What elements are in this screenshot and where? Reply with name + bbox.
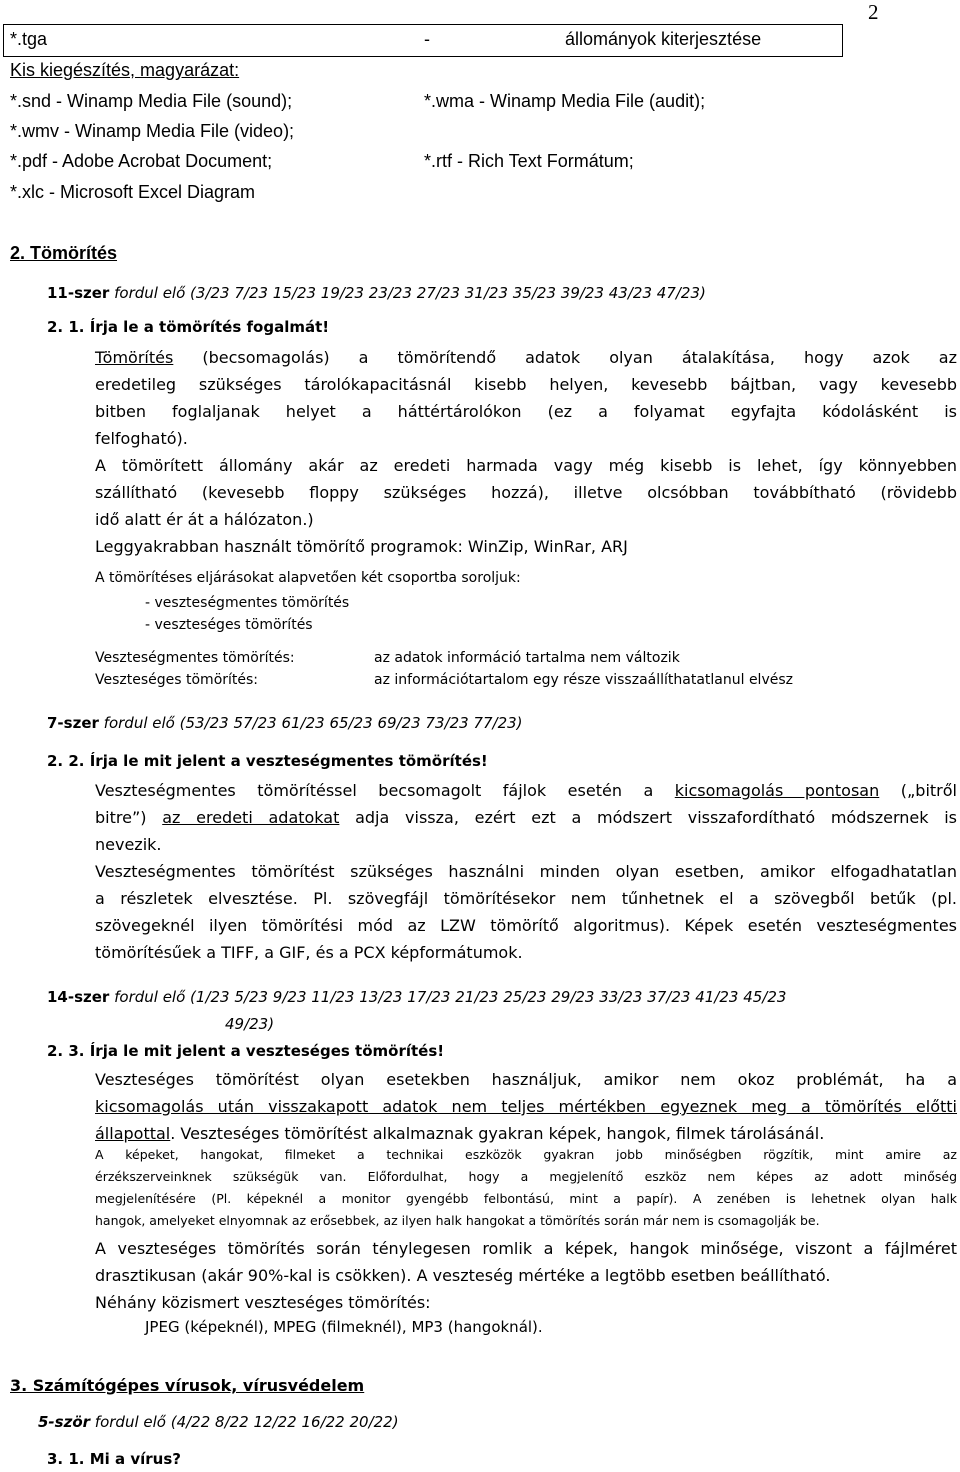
group-lossy: - veszteséges tömörítés (145, 617, 313, 633)
supplement-row-4-left: *.xlc - Microsoft Excel Diagram (10, 182, 256, 202)
section-3-title: 3. Számítógépes vírusok, vírusvédelem (10, 1376, 365, 1395)
paragraph-line: Leggyakrabban használt tömörítő programok: WinZip, WinRar, ARJ (95, 537, 628, 556)
paragraph-line: tömörítésűek a TIFF, a GIF, és a PCX képformátumok. (95, 943, 523, 962)
paragraph-line: hangok, amelyeket elnyomnak az erősebbek, az ilyen halk hangokat a tömörítés során már nem is csomagolják be. (95, 1213, 820, 1228)
group-lossless: - veszteségmentes tömörítés (145, 595, 350, 611)
paragraph-line: Néhány közismert veszteséges tömörítés: (95, 1293, 431, 1312)
frequency-line-2 (47, 714, 523, 732)
paragraph-line: drasztikusan (akár 90%-kal is csökken). A veszteség mértéke a legtöbb esetben beállítható. (95, 1266, 831, 1285)
paragraph-line: érzékszerveinknek szükségük van. Előfordulhat, hogy a megjelenítő eszköz nem képes az adott minőség (95, 1169, 957, 1184)
frequency-line-3 (47, 988, 786, 1006)
frequency-line-3-continued: 49/23) (225, 1015, 275, 1033)
paragraph-line: idő alatt ér át a hálózaton.) (95, 510, 314, 529)
underlined-phrase: állapottal (95, 1124, 171, 1143)
supplement-row-1-right: *.wma - Winamp Media File (audit); (424, 91, 706, 111)
frequency-count: 14-szer (47, 988, 110, 1006)
ext-header-right: állományok kiterjesztése (565, 29, 762, 49)
frequency-text: fordul elő (53/23 57/23 61/23 65/23 69/23 73/23 77/23) (98, 714, 523, 732)
paragraph-line: kicsomagolás után visszakapott adatok nem teljes mértékben egyeznek meg a tömörítés előtti (95, 1097, 957, 1116)
question-2-2-title: 2. 2. Írja le mit jelent a veszteségmentes tömörítés! (47, 752, 488, 770)
paragraph-line: nevezik. (95, 835, 162, 854)
supplement-row-2-left: *.wmv - Winamp Media File (video); (10, 121, 295, 141)
underlined-phrase: az eredeti adatokat (162, 808, 340, 827)
paragraph-lossy (95, 1066, 957, 1147)
frequency-count: 7-szer (47, 714, 99, 732)
question-2-1-title: 2. 1. Írja le a tömörítés fogalmát! (47, 318, 330, 336)
paragraph-lossy-quality (95, 1235, 957, 1316)
definition-lossless-text: az adatok információ tartalma nem változik (374, 650, 680, 666)
definition-lossy-label: Veszteséges tömörítés: (95, 672, 259, 688)
definition-lossless-label: Veszteségmentes tömörítés: (95, 650, 295, 666)
paragraph-line: A képeket, hangokat, filmeket a technikai eszközök gyakran jobb minőségben rögzítik, mint amire az (95, 1147, 957, 1162)
lossy-formats-list: JPEG (képeknél), MPEG (filmeknél), MP3 (hangoknál). (145, 1318, 543, 1336)
ext-header-left: *.tga (10, 29, 48, 49)
frequency-text: fordul elő (3/23 7/23 15/23 19/23 23/23 27/23 31/23 35/23 39/23 43/23 47/23) (109, 284, 706, 302)
definition-lossy-text: az információtartalom egy része visszaállíthatatlanul elvész (374, 672, 793, 688)
paragraph-line: megjelenítésére (Pl. képeknél a monitor gyengébb felbontású, mint a papír). A zenében is lehetnek olyan halk (95, 1191, 957, 1206)
supplement-row-3-right: *.rtf - Rich Text Formátum; (424, 151, 634, 171)
frequency-count: 11-szer (47, 284, 110, 302)
frequency-count: 5-ször (38, 1413, 91, 1431)
ext-header-dash: - (424, 29, 430, 49)
frequency-text: fordul elő (1/23 5/23 9/23 11/23 13/23 17/23 21/23 25/23 29/23 33/23 37/23 41/23 45/23 (109, 988, 787, 1006)
paragraph-line: szállítható (kevesebb floppy szükséges hozzá), illetve olcsóbban továbbítható (rövidebb (95, 483, 957, 502)
paragraph-line: A tömörített állomány akár az eredeti harmada vagy még kisebb is lehet, így könnyebben (95, 456, 957, 475)
paragraph-line: Veszteségmentes tömörítést szükséges használni minden olyan esetben, amikor elfogadhatatlan (95, 862, 957, 881)
supplement-heading: Kis kiegészítés, magyarázat: (10, 60, 240, 80)
question-2-3-title: 2. 3. Írja le mit jelent a veszteséges tömörítés! (47, 1042, 445, 1060)
supplement-row-3-left: *.pdf - Adobe Acrobat Document; (10, 151, 273, 171)
paragraph-line: állapottal. Veszteséges tömörítést alkalmaznak gyakran képek, hangok, filmek tárolásánál. (95, 1124, 825, 1143)
section-2-title: 2. Tömörítés (10, 243, 118, 263)
question-3-1-title: 3. 1. Mi a vírus? (47, 1450, 181, 1468)
paragraph-line: bitben foglaljanak helyet a háttértárolókon (ez a folyamat egyfajta kódolásként is (95, 402, 957, 421)
page-number: 2 (868, 0, 879, 24)
underlined-phrase: kicsomagolás pontosan (674, 781, 880, 800)
frequency-line-1 (47, 284, 706, 302)
groups-intro: A tömörítéses eljárásokat alapvetően két csoportba soroljuk: (95, 570, 521, 586)
paragraph-line: Tömörítés (becsomagolás) a tömörítendő adatok olyan átalakítása, hogy azok az (95, 348, 957, 367)
paragraph-lossy-note (95, 1144, 957, 1232)
paragraph-line: bitre”) az eredeti adatokat adja vissza, ezért ezt a módszert visszafordítható módszernek is (95, 808, 957, 827)
term-underlined: Tömörítés (95, 348, 174, 367)
paragraph-line: eredetileg szükséges tárolókapacitásnál kisebb helyen, kevesebb bájtban, vagy kevesebb (95, 375, 957, 394)
paragraph-line: Veszteségmentes tömörítéssel becsomagolt fájlok esetén a kicsomagolás pontosan („bitről (95, 781, 957, 800)
paragraph-line: Veszteséges tömörítést olyan esetekben használjuk, amikor nem okoz problémát, ha a (95, 1070, 957, 1089)
supplement-row-1-left: *.snd - Winamp Media File (sound); (10, 91, 293, 111)
frequency-line-4 (38, 1413, 399, 1431)
paragraph-line: a részletek elvesztése. Pl. szövegfájl tömörítésekor nem tűnhetnek el a szövegből betűk (pl. (95, 889, 957, 908)
paragraph-definition (95, 344, 957, 452)
frequency-text: fordul elő (4/22 8/22 12/22 16/22 20/22) (90, 1413, 399, 1431)
paragraph-compressed-file (95, 452, 957, 560)
paragraph-line: felfogható). (95, 429, 188, 448)
paragraph-line: A veszteséges tömörítés során ténylegesen romlik a képek, hangok minősége, viszont a fájlméret (95, 1239, 957, 1258)
paragraph-lossless (95, 777, 957, 966)
paragraph-line: szövegeknél ilyen tömörítési mód az LZW tömörítő algoritmus). Képek esetén veszteségmentes (95, 916, 957, 935)
